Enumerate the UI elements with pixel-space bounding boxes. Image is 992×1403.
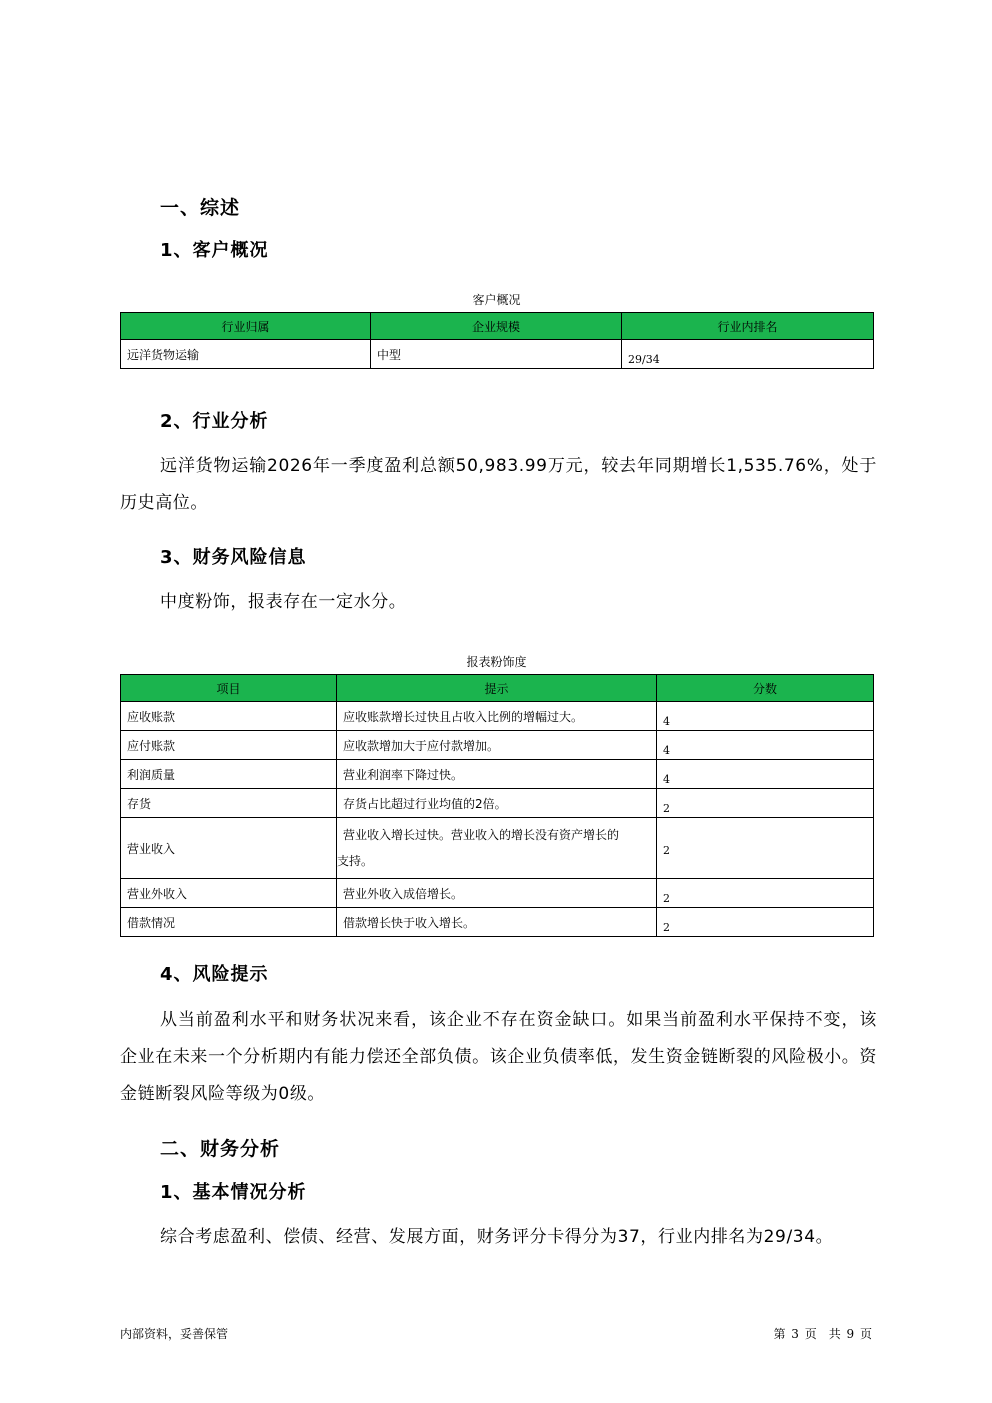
heading-basic-analysis: 1、基本情况分析 [160, 1182, 307, 1203]
score-cell: 4 [657, 760, 874, 789]
hint-cell: 存货占比超过行业均值的2倍。 [337, 789, 657, 818]
heading-industry-analysis: 2、行业分析 [160, 411, 269, 432]
score-cell: 4 [657, 702, 874, 731]
score-cell: 2 [657, 818, 874, 879]
customer-overview-table [120, 312, 874, 369]
table-cell: 29/34 [622, 340, 874, 369]
score-cell: 4 [657, 731, 874, 760]
item-cell: 应收账款 [121, 702, 337, 731]
column-header: 提示 [337, 675, 657, 702]
table-row [121, 818, 874, 879]
column-header: 企业规模 [371, 313, 622, 340]
table-row [121, 879, 874, 908]
item-cell: 存货 [121, 789, 337, 818]
heading-risk-warning: 4、风险提示 [160, 964, 269, 985]
table-cell: 远洋货物运输 [121, 340, 371, 369]
table-row [121, 760, 874, 789]
hint-cell: 借款增长快于收入增长。 [337, 908, 657, 937]
heading-customer-overview: 1、客户概况 [160, 240, 269, 261]
risk-warning-paragraph: 从当前盈利水平和财务状况来看，该企业不存在资金缺口。如果当前盈利水平保持不变，该企业在未来一个分析期内有能力偿还全部负债。该企业负债率低，发生资金链断裂的风险极小。资金链断裂风险等级为0级。 [120, 1010, 877, 1104]
customer-table-caption: 客户概况 [472, 293, 521, 307]
basic-analysis-paragraph: 综合考虑盈利、偿债、经营、发展方面，财务评分卡得分为37，行业内排名为29/34。 [160, 1227, 834, 1247]
score-cell: 2 [657, 908, 874, 937]
table-cell: 中型 [371, 340, 622, 369]
table-row [121, 789, 874, 818]
column-header: 分数 [657, 675, 874, 702]
section-heading-overview: 一、综述 [160, 197, 241, 219]
table-row [121, 702, 874, 731]
table-row [121, 908, 874, 937]
hint-cell: 应收款增加大于应付款增加。 [337, 731, 657, 760]
item-cell: 营业收入 [121, 818, 337, 879]
financial-risk-paragraph: 中度粉饰，报表存在一定水分。 [160, 592, 407, 612]
column-header: 行业归属 [121, 313, 371, 340]
column-header: 行业内排名 [622, 313, 874, 340]
item-cell: 利润质量 [121, 760, 337, 789]
whitewash-table [120, 674, 874, 937]
column-header: 项目 [121, 675, 337, 702]
footer-page-number: 第 3 页 共 9 页 [773, 1327, 872, 1341]
hint-cell: 营业利润率下降过快。 [337, 760, 657, 789]
table-header-row [121, 313, 874, 340]
item-cell: 应付账款 [121, 731, 337, 760]
hint-cell: 营业外收入成倍增长。 [337, 879, 657, 908]
item-cell: 营业外收入 [121, 879, 337, 908]
table-row [121, 731, 874, 760]
whitewash-table-caption: 报表粉饰度 [466, 655, 527, 669]
industry-analysis-paragraph: 远洋货物运输2026年一季度盈利总额50,983.99万元，较去年同期增长1,535.76%，处于历史高位。 [120, 456, 877, 513]
heading-financial-risk-info: 3、财务风险信息 [160, 547, 307, 568]
hint-line: 营业收入增长过快。营业收入的增长没有资产增长的 [343, 828, 620, 842]
hint-line: 支持。 [337, 854, 374, 868]
score-cell: 2 [657, 879, 874, 908]
footer-confidential-note: 内部资料，妥善保管 [120, 1327, 229, 1341]
score-cell: 2 [657, 789, 874, 818]
hint-cell: 应收账款增长过快且占收入比例的增幅过大。 [337, 702, 657, 731]
table-row [121, 340, 874, 369]
section-heading-financial-analysis: 二、财务分析 [160, 1138, 281, 1160]
item-cell: 借款情况 [121, 908, 337, 937]
table-header-row [121, 675, 874, 702]
hint-cell [337, 818, 657, 879]
